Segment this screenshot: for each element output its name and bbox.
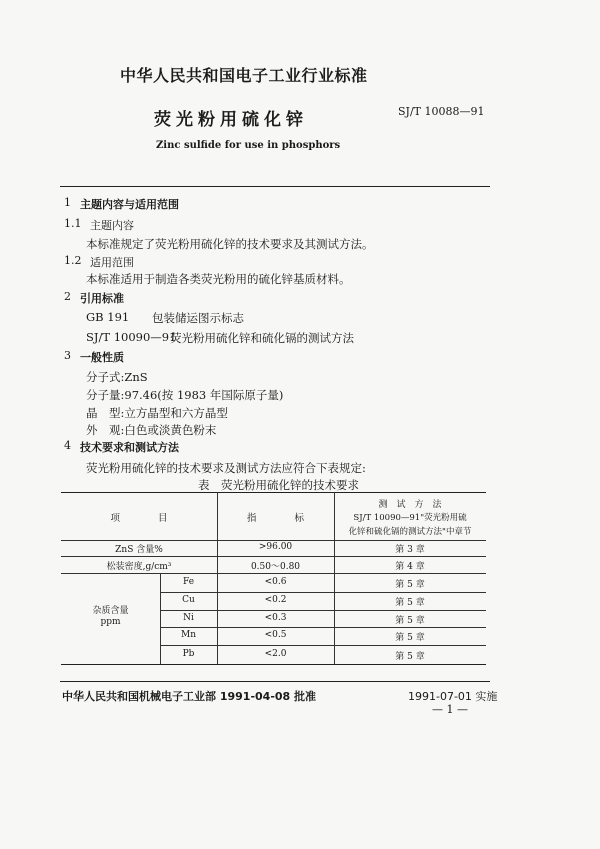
ref-code: SJ/T 10090—91 xyxy=(86,330,177,344)
impurity-method: 第 5 章 xyxy=(395,580,425,590)
section-1-1-text: 本标准规定了荧光粉用硫化锌的技术要求及其测试方法。 xyxy=(86,237,374,251)
table-bottom-rule xyxy=(61,664,486,665)
impurity-label: 杂质含量 xyxy=(92,606,129,616)
header-method: 测 试 方 法 xyxy=(378,500,442,510)
effective-date: 1991-07-01 实施 xyxy=(408,690,498,703)
page-number: — 1 — xyxy=(432,703,468,716)
impurity-unit: ppm xyxy=(100,617,121,627)
section-1-2-title: 适用范围 xyxy=(90,256,134,269)
section-1-title: 主题内容与适用范围 xyxy=(80,198,179,211)
section-1-1-title: 主题内容 xyxy=(90,219,134,232)
section-2-number: 2 xyxy=(64,290,71,303)
impurity-element: Cu xyxy=(182,595,195,605)
table-row-rule xyxy=(61,573,486,574)
org-title: 中华人民共和国电子工业行业标准 xyxy=(120,66,368,85)
impurity-method: 第 5 章 xyxy=(395,652,425,662)
section-1-2-number: 1.2 xyxy=(64,254,82,267)
section-1-2-text: 本标准适用于制造各类荧光粉用的硫化锌基质材料。 xyxy=(86,272,351,286)
row-method: 第 3 章 xyxy=(395,545,425,555)
impurity-method: 第 5 章 xyxy=(395,616,425,626)
header-item: 项 目 xyxy=(110,513,168,524)
table-row-rule xyxy=(160,592,486,593)
table-row-rule xyxy=(160,645,486,646)
header-rule xyxy=(60,186,490,187)
impurity-element: Mn xyxy=(180,630,196,640)
table-row-rule xyxy=(61,556,486,557)
impurity-element: Pb xyxy=(182,649,195,659)
row-spec: >96.00 xyxy=(258,542,293,552)
section-1-1-number: 1.1 xyxy=(64,217,82,230)
table-top-rule xyxy=(61,492,486,493)
impurity-spec: <0.3 xyxy=(264,613,287,623)
section-1-number: 1 xyxy=(64,196,71,209)
table-caption: 表 荧光粉用硫化锌的技术要求 xyxy=(198,478,359,492)
ref-title: 荧光粉用硫化锌和硫化镉的测试方法 xyxy=(170,331,354,345)
impurity-spec: <0.6 xyxy=(264,577,287,587)
impurity-element: Fe xyxy=(182,577,195,587)
impurity-spec: <0.5 xyxy=(264,630,287,640)
impurity-element: Ni xyxy=(183,613,194,623)
section-4-title: 技术要求和测试方法 xyxy=(80,441,179,454)
section-2-title: 引用标准 xyxy=(80,292,124,305)
ref-code: GB 191 xyxy=(86,310,130,324)
impurity-spec: <0.2 xyxy=(264,595,287,605)
ref-title: 包装储运图示标志 xyxy=(152,311,244,325)
row-spec: 0.50～0.80 xyxy=(250,562,301,572)
property-item: 分子式:ZnS xyxy=(86,370,148,384)
header-method: 化锌和硫化镉的测试方法"中章节 xyxy=(348,527,472,537)
table-header-rule xyxy=(61,540,486,541)
property-item: 晶 型:立方晶型和六方晶型 xyxy=(86,406,228,420)
header-spec: 指 标 xyxy=(246,513,304,524)
property-item: 外 观:白色或淡黄色粉末 xyxy=(86,423,217,437)
english-title: Zinc sulfide for use in phosphors xyxy=(156,140,341,151)
header-method: SJ/T 10090—91"荧光粉用硫 xyxy=(353,513,467,523)
row-label: ZnS 含量% xyxy=(115,545,163,555)
doc-number: SJ/T 10088—91 xyxy=(398,105,485,118)
property-item: 分子量:97.46(按 1983 年国际原子量) xyxy=(86,388,284,402)
doc-title: 荧光粉用硫化锌 xyxy=(154,110,308,130)
section-3-number: 3 xyxy=(64,349,71,362)
footer-rule xyxy=(60,681,490,682)
section-4-text: 荧光粉用硫化锌的技术要求及测试方法应符合下表规定: xyxy=(86,461,366,475)
impurity-spec: <2.0 xyxy=(264,649,287,659)
section-4-number: 4 xyxy=(64,439,71,452)
table-row-rule xyxy=(160,627,486,628)
row-method: 第 4 章 xyxy=(395,562,425,572)
section-3-title: 一般性质 xyxy=(80,351,124,364)
approval-note: 中华人民共和国机械电子工业部 1991-04-08 批准 xyxy=(62,690,317,703)
impurity-method: 第 5 章 xyxy=(395,633,425,643)
table-row-rule xyxy=(160,610,486,611)
impurity-method: 第 5 章 xyxy=(395,598,425,608)
row-label: 松装密度,g/cm³ xyxy=(106,562,172,572)
